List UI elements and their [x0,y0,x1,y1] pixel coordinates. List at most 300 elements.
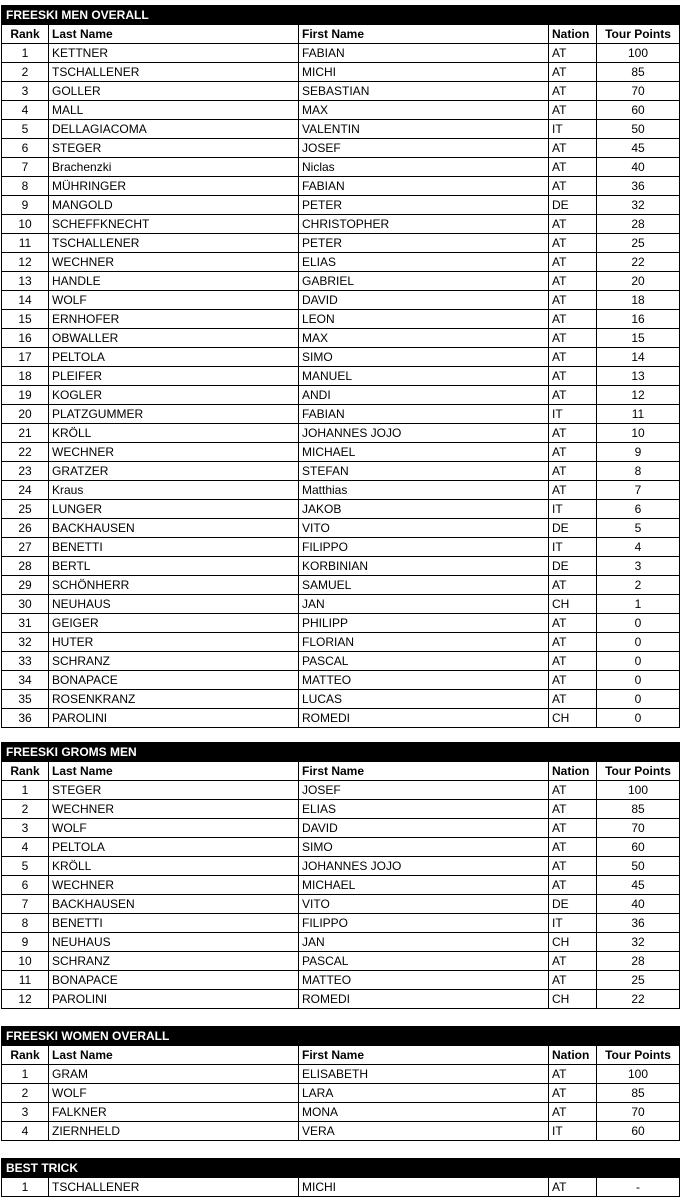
tour-points-cell: 45 [597,876,680,895]
column-header-last: Last Name [49,25,299,44]
nation-cell: DE [549,519,597,538]
table-row [2,291,680,310]
tour-points-cell: 11 [597,405,680,424]
column-header-first: First Name [299,25,549,44]
rank-cell: 10 [2,952,49,971]
first-name-cell: VALENTIN [299,120,549,139]
nation-cell: DE [549,557,597,576]
nation-cell: AT [549,215,597,234]
rank-cell: 22 [2,443,49,462]
rank-cell: 2 [2,63,49,82]
first-name-cell: GABRIEL [299,272,549,291]
table-row [2,633,680,652]
tour-points-cell: 0 [597,690,680,709]
table-row [2,538,680,557]
first-name-cell: JOHANNES JOJO [299,857,549,876]
tour-points-cell: 0 [597,614,680,633]
first-name-cell: SAMUEL [299,576,549,595]
rank-cell: 33 [2,652,49,671]
tour-points-cell: 70 [597,819,680,838]
first-name-cell: MAX [299,329,549,348]
nation-cell: AT [549,272,597,291]
last-name-cell: TSCHALLENER [49,63,299,82]
table-row [2,614,680,633]
table-row [2,158,680,177]
column-header-first: First Name [299,1046,549,1065]
last-name-cell: WOLF [49,1084,299,1103]
rank-cell: 6 [2,139,49,158]
table-row [2,367,680,386]
table-title-row [2,6,680,25]
last-name-cell: ZIERNHELD [49,1122,299,1141]
last-name-cell: ERNHOFER [49,310,299,329]
last-name-cell: TSCHALLENER [49,1178,299,1197]
nation-cell: CH [549,595,597,614]
nation-cell: AT [549,177,597,196]
table-row [2,971,680,990]
first-name-cell: JAKOB [299,500,549,519]
last-name-cell: MÜHRINGER [49,177,299,196]
table-row [2,595,680,614]
table-row [2,895,680,914]
tour-points-cell: 3 [597,557,680,576]
tour-points-cell: 32 [597,196,680,215]
last-name-cell: NEUHAUS [49,933,299,952]
first-name-cell: MICHAEL [299,876,549,895]
last-name-cell: KETTNER [49,44,299,63]
first-name-cell: SIMO [299,348,549,367]
nation-cell: IT [549,1122,597,1141]
tour-points-cell: 40 [597,895,680,914]
table-row [2,781,680,800]
rank-cell: 7 [2,895,49,914]
rank-cell: 29 [2,576,49,595]
last-name-cell: Brachenzki [49,158,299,177]
last-name-cell: BONAPACE [49,971,299,990]
nation-cell: CH [549,933,597,952]
table-row [2,329,680,348]
first-name-cell: VITO [299,895,549,914]
tour-points-cell: 40 [597,158,680,177]
column-header-nation: Nation [549,25,597,44]
last-name-cell: PLEIFER [49,367,299,386]
nation-cell: AT [549,63,597,82]
nation-cell: AT [549,44,597,63]
tour-points-cell: 13 [597,367,680,386]
first-name-cell: ELISABETH [299,1065,549,1084]
first-name-cell: ROMEDI [299,990,549,1009]
first-name-cell: VITO [299,519,549,538]
rank-cell: 21 [2,424,49,443]
table-row [2,1178,680,1197]
nation-cell: IT [549,405,597,424]
table-title: FREESKI WOMEN OVERALL [2,1027,299,1046]
nation-cell: AT [549,291,597,310]
nation-cell: AT [549,690,597,709]
rank-cell: 10 [2,215,49,234]
column-header-row [2,1046,680,1065]
table-row [2,310,680,329]
tour-points-cell: 4 [597,538,680,557]
table-row [2,690,680,709]
table-title-row [2,743,680,762]
rank-cell: 36 [2,709,49,728]
column-header-last: Last Name [49,1046,299,1065]
rank-cell: 15 [2,310,49,329]
nation-cell: AT [549,158,597,177]
last-name-cell: SCHRANZ [49,952,299,971]
last-name-cell: DELLAGIACOMA [49,120,299,139]
column-header-rank: Rank [2,25,49,44]
table-row [2,857,680,876]
first-name-cell: ROMEDI [299,709,549,728]
table-row [2,177,680,196]
nation-cell: IT [549,914,597,933]
table-row [2,405,680,424]
tour-points-cell: 22 [597,253,680,272]
tour-points-cell: 10 [597,424,680,443]
first-name-cell: FABIAN [299,44,549,63]
last-name-cell: KOGLER [49,386,299,405]
first-name-cell: PETER [299,196,549,215]
tour-points-cell: 100 [597,781,680,800]
rank-cell: 32 [2,633,49,652]
rank-cell: 3 [2,819,49,838]
tour-points-cell: 85 [597,1084,680,1103]
tour-points-cell: 7 [597,481,680,500]
first-name-cell: JAN [299,933,549,952]
table-title: FREESKI GROMS MEN [2,743,299,762]
first-name-cell: ANDI [299,386,549,405]
rank-cell: 3 [2,1103,49,1122]
nation-cell: AT [549,367,597,386]
nation-cell: IT [549,120,597,139]
tour-points-cell: 85 [597,63,680,82]
nation-cell: IT [549,538,597,557]
tour-points-cell: 5 [597,519,680,538]
tour-points-cell: 16 [597,310,680,329]
last-name-cell: MALL [49,101,299,120]
table-row [2,101,680,120]
nation-cell: AT [549,1084,597,1103]
nation-cell: AT [549,424,597,443]
last-name-cell: OBWALLER [49,329,299,348]
last-name-cell: LUNGER [49,500,299,519]
nation-cell: DE [549,196,597,215]
rank-cell: 5 [2,120,49,139]
first-name-cell: PHILIPP [299,614,549,633]
nation-cell: AT [549,819,597,838]
tour-points-cell: 60 [597,101,680,120]
table-title-row [2,1159,680,1178]
first-name-cell: PASCAL [299,952,549,971]
first-name-cell: SIMO [299,838,549,857]
last-name-cell: PAROLINI [49,709,299,728]
last-name-cell: BERTL [49,557,299,576]
freeski-men-overall-table [1,5,680,728]
tour-points-cell: 32 [597,933,680,952]
column-header-row [2,762,680,781]
nation-cell: AT [549,348,597,367]
rank-cell: 30 [2,595,49,614]
column-header-first: First Name [299,762,549,781]
rank-cell: 1 [2,1178,49,1197]
table-row [2,876,680,895]
first-name-cell: CHRISTOPHER [299,215,549,234]
rank-cell: 14 [2,291,49,310]
last-name-cell: WECHNER [49,876,299,895]
nation-cell: AT [549,576,597,595]
nation-cell: AT [549,971,597,990]
rank-cell: 16 [2,329,49,348]
rank-cell: 26 [2,519,49,538]
first-name-cell: LEON [299,310,549,329]
first-name-cell: Niclas [299,158,549,177]
tour-points-cell: 100 [597,44,680,63]
title-filler-cell [549,743,597,762]
nation-cell: AT [549,234,597,253]
tour-points-cell: 50 [597,857,680,876]
last-name-cell: KRÖLL [49,424,299,443]
table-row [2,952,680,971]
rank-cell: 11 [2,971,49,990]
first-name-cell: JOHANNES JOJO [299,424,549,443]
rank-cell: 12 [2,253,49,272]
nation-cell: AT [549,1103,597,1122]
last-name-cell: BENETTI [49,538,299,557]
table-row [2,519,680,538]
first-name-cell: FABIAN [299,177,549,196]
table-row [2,709,680,728]
rank-cell: 17 [2,348,49,367]
last-name-cell: ROSENKRANZ [49,690,299,709]
table-row [2,63,680,82]
tour-points-cell: 8 [597,462,680,481]
first-name-cell: JOSEF [299,781,549,800]
nation-cell: AT [549,652,597,671]
rank-cell: 13 [2,272,49,291]
table-row [2,196,680,215]
table-row [2,481,680,500]
freeski-women-overall-table [1,1026,680,1141]
tour-points-cell: 28 [597,215,680,234]
nation-cell: CH [549,709,597,728]
title-filler-cell [299,743,549,762]
first-name-cell: VERA [299,1122,549,1141]
tour-points-cell: 0 [597,633,680,652]
nation-cell: AT [549,82,597,101]
first-name-cell: PETER [299,234,549,253]
nation-cell: AT [549,876,597,895]
nation-cell: AT [549,671,597,690]
title-filler-cell [299,6,549,25]
tour-points-cell: 15 [597,329,680,348]
nation-cell: AT [549,329,597,348]
table-row [2,1103,680,1122]
first-name-cell: STEFAN [299,462,549,481]
nation-cell: AT [549,857,597,876]
rank-cell: 11 [2,234,49,253]
tour-points-cell: 50 [597,120,680,139]
nation-cell: AT [549,310,597,329]
table-row [2,82,680,101]
tour-points-cell: 85 [597,800,680,819]
best-trick-table [1,1158,680,1197]
nation-cell: AT [549,633,597,652]
nation-cell: AT [549,1065,597,1084]
last-name-cell: GRATZER [49,462,299,481]
title-filler-cell [549,6,597,25]
table-row [2,1065,680,1084]
last-name-cell: Kraus [49,481,299,500]
title-filler-cell [549,1027,597,1046]
first-name-cell: LUCAS [299,690,549,709]
last-name-cell: PELTOLA [49,838,299,857]
table-row [2,462,680,481]
last-name-cell: SCHRANZ [49,652,299,671]
last-name-cell: BACKHAUSEN [49,895,299,914]
nation-cell: AT [549,800,597,819]
rank-cell: 28 [2,557,49,576]
last-name-cell: KRÖLL [49,857,299,876]
tour-points-cell: 28 [597,952,680,971]
rank-cell: 20 [2,405,49,424]
last-name-cell: PELTOLA [49,348,299,367]
tour-points-cell: 0 [597,652,680,671]
first-name-cell: ELIAS [299,800,549,819]
column-header-last: Last Name [49,762,299,781]
tour-points-cell: 36 [597,177,680,196]
tour-points-cell: 70 [597,1103,680,1122]
first-name-cell: MAX [299,101,549,120]
title-filler-cell [597,743,680,762]
rank-cell: 25 [2,500,49,519]
column-header-rank: Rank [2,1046,49,1065]
tour-points-cell: 20 [597,272,680,291]
first-name-cell: JOSEF [299,139,549,158]
first-name-cell: MANUEL [299,367,549,386]
table-row [2,838,680,857]
rank-cell: 2 [2,1084,49,1103]
nation-cell: AT [549,253,597,272]
nation-cell: AT [549,386,597,405]
rank-cell: 35 [2,690,49,709]
last-name-cell: SCHEFFKNECHT [49,215,299,234]
title-filler-cell [299,1159,549,1178]
nation-cell: AT [549,614,597,633]
nation-cell: CH [549,990,597,1009]
nation-cell: AT [549,1178,597,1197]
tour-points-cell: 18 [597,291,680,310]
table-row [2,272,680,291]
table-row [2,424,680,443]
last-name-cell: SCHÖNHERR [49,576,299,595]
first-name-cell: MICHAEL [299,443,549,462]
last-name-cell: MANGOLD [49,196,299,215]
rank-cell: 1 [2,44,49,63]
column-header-points: Tour Points [597,25,680,44]
table-row [2,557,680,576]
last-name-cell: GOLLER [49,82,299,101]
tour-points-cell: 0 [597,709,680,728]
rank-cell: 1 [2,1065,49,1084]
table-row [2,500,680,519]
tour-points-cell: 70 [597,82,680,101]
first-name-cell: KORBINIAN [299,557,549,576]
tour-points-cell: 0 [597,671,680,690]
rank-cell: 4 [2,1122,49,1141]
first-name-cell: FILIPPO [299,538,549,557]
title-filler-cell [597,1159,680,1178]
tour-points-cell: 36 [597,914,680,933]
rank-cell: 19 [2,386,49,405]
last-name-cell: WOLF [49,819,299,838]
first-name-cell: MICHI [299,63,549,82]
tour-points-cell: 60 [597,838,680,857]
rank-cell: 2 [2,800,49,819]
last-name-cell: FALKNER [49,1103,299,1122]
first-name-cell: MATTEO [299,671,549,690]
first-name-cell: MICHI [299,1178,549,1197]
nation-cell: AT [549,838,597,857]
last-name-cell: WECHNER [49,800,299,819]
rank-cell: 31 [2,614,49,633]
nation-cell: AT [549,443,597,462]
column-header-nation: Nation [549,762,597,781]
nation-cell: AT [549,481,597,500]
rank-cell: 27 [2,538,49,557]
nation-cell: IT [549,500,597,519]
first-name-cell: FILIPPO [299,914,549,933]
rank-cell: 4 [2,838,49,857]
column-header-points: Tour Points [597,1046,680,1065]
tour-points-cell: 14 [597,348,680,367]
nation-cell: AT [549,462,597,481]
rank-cell: 23 [2,462,49,481]
table-row [2,443,680,462]
rank-cell: 9 [2,933,49,952]
tour-points-cell: - [597,1178,680,1197]
last-name-cell: PLATZGUMMER [49,405,299,424]
last-name-cell: BONAPACE [49,671,299,690]
rank-cell: 18 [2,367,49,386]
table-row [2,234,680,253]
first-name-cell: ELIAS [299,253,549,272]
first-name-cell: JAN [299,595,549,614]
rank-cell: 4 [2,101,49,120]
nation-cell: DE [549,895,597,914]
last-name-cell: STEGER [49,781,299,800]
table-title: BEST TRICK [2,1159,299,1178]
table-row [2,914,680,933]
rank-cell: 12 [2,990,49,1009]
tour-points-cell: 22 [597,990,680,1009]
nation-cell: AT [549,101,597,120]
tour-points-cell: 2 [597,576,680,595]
first-name-cell: SEBASTIAN [299,82,549,101]
last-name-cell: WECHNER [49,443,299,462]
rank-cell: 9 [2,196,49,215]
table-row [2,253,680,272]
tour-points-cell: 1 [597,595,680,614]
first-name-cell: DAVID [299,819,549,838]
table-row [2,800,680,819]
column-header-row [2,25,680,44]
table-row [2,139,680,158]
first-name-cell: FABIAN [299,405,549,424]
rank-cell: 24 [2,481,49,500]
title-filler-cell [597,6,680,25]
